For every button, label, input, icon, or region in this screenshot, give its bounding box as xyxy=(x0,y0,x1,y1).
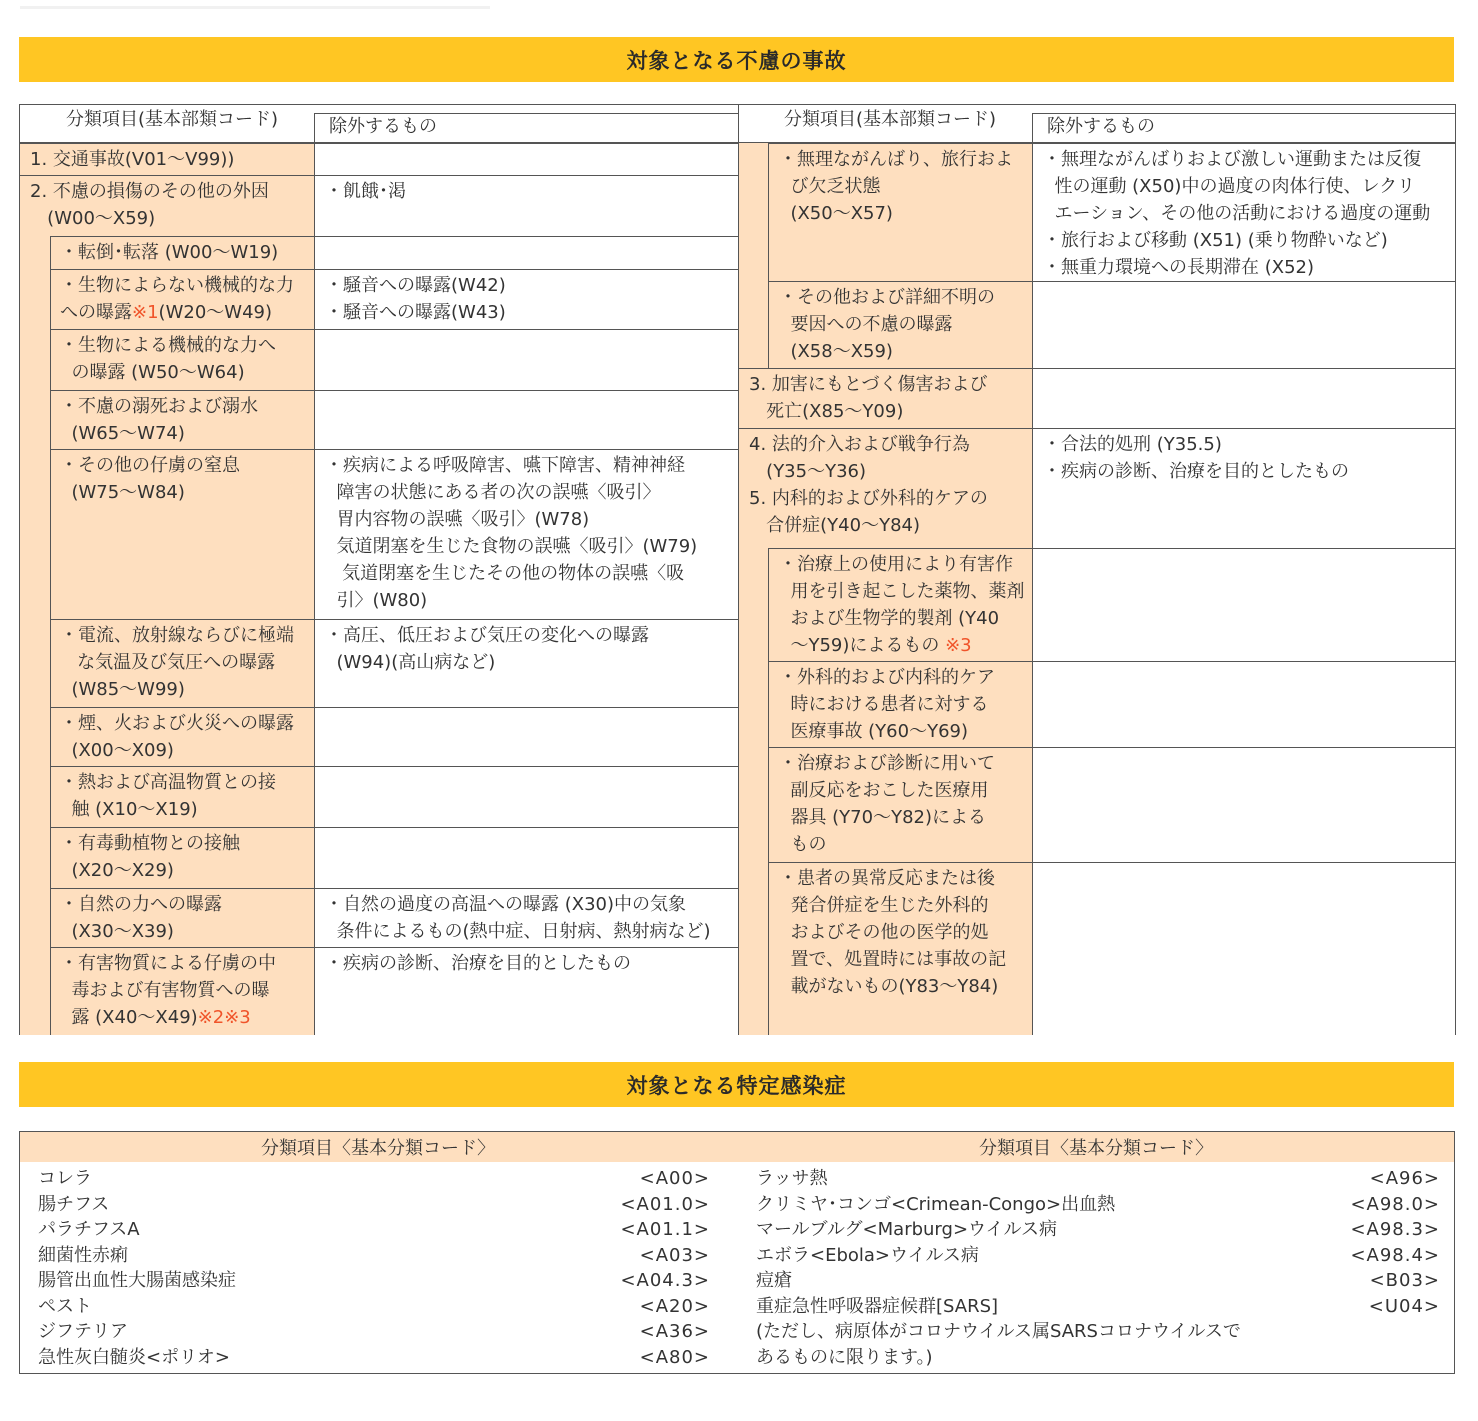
row-line-right-r7 xyxy=(768,747,1455,748)
right-indent-strip-a xyxy=(738,143,768,368)
right-category-r7 xyxy=(769,747,1032,862)
text-line: 4. 法的介入および戦争行為 xyxy=(749,434,970,455)
disease-code: <A98.4> xyxy=(1350,1244,1440,1266)
disease-code: <A20> xyxy=(639,1295,710,1317)
left-exclude-r3 xyxy=(315,236,738,269)
text-line: ・無重力環境への長期滞在 (X52) xyxy=(1043,257,1315,278)
disease-name: ペスト xyxy=(38,1295,92,1317)
text-line: 発合併症を生じた外科的 xyxy=(779,895,989,916)
left-indent-vline xyxy=(50,236,51,1035)
header-vline-r xyxy=(1032,113,1033,142)
disease-name: パラチフスA xyxy=(38,1219,140,1240)
text-line: ・患者の異常反応または後 xyxy=(779,868,995,889)
row-line-left-r3 xyxy=(50,236,738,237)
text-line: 引〉(W80) xyxy=(325,590,428,611)
header-line-r xyxy=(1032,113,1455,114)
left-category-r13 xyxy=(50,947,314,1035)
row-line-left-r10 xyxy=(50,766,738,767)
text-line: ・有毒動植物との接触 xyxy=(60,833,240,854)
text-line: 副反応をおこした医療用 xyxy=(779,780,989,801)
text-line: び欠乏状態 xyxy=(779,176,881,197)
right-exclude-r5 xyxy=(1033,548,1455,661)
infection-row xyxy=(756,1345,1440,1371)
row-line-left-r9 xyxy=(50,707,738,708)
left-category-r4 xyxy=(50,269,314,329)
row-line-left-r2 xyxy=(20,175,738,176)
disease-name: ジフテリア xyxy=(38,1321,128,1342)
infection-row xyxy=(38,1319,710,1345)
row-line-right-r1 xyxy=(768,143,1455,144)
disease-code: <A01.1> xyxy=(620,1219,710,1240)
disease-code: <U04> xyxy=(1368,1295,1440,1317)
disease-name: 痘瘡 xyxy=(756,1270,792,1291)
text-line: 要因への不慮の曝露 xyxy=(779,314,953,335)
right-exclude-r6 xyxy=(1033,661,1455,747)
row-line-left-r6 xyxy=(50,390,738,391)
disease-code: <B03> xyxy=(1369,1270,1440,1291)
disease-name: 腸管出血性大腸菌感染症 xyxy=(38,1270,236,1291)
text-line: ・不慮の溺死および溺水 xyxy=(60,396,258,417)
accident-title-banner xyxy=(19,37,1454,82)
infection-list-right xyxy=(756,1166,1440,1376)
text-line: ・生物によらない機械的な力 xyxy=(60,275,294,296)
text-line: 気道閉塞を生じたその他の物体の誤嚥〈吸 xyxy=(325,563,685,584)
text-line: 5. 内科的および外科的ケアの xyxy=(749,488,988,509)
text-line: (X20〜X29) xyxy=(60,860,174,881)
disease-code: <A00> xyxy=(639,1168,710,1189)
disease-name: 重症急性呼吸器症候群[SARS] xyxy=(756,1295,999,1317)
text-line: ・騒音への曝露(W43) xyxy=(325,302,506,323)
text-line: ・煙、火および火災への曝露 xyxy=(60,713,294,734)
text-line: 胃内容物の誤嚥〈吸引〉(W78) xyxy=(325,509,590,530)
note-mark: ※1 xyxy=(132,302,159,323)
text-line: 露 (X40〜X49)※2※3 xyxy=(60,1007,251,1028)
left-exclude-r8 xyxy=(315,619,738,707)
accident-table xyxy=(19,104,1456,1035)
row-line-left-r13 xyxy=(50,947,738,948)
text-line: 置で、処置時には事故の記 xyxy=(779,949,1007,970)
infection-row xyxy=(38,1294,710,1320)
text-line: 医療事故 (Y60〜Y69) xyxy=(779,721,969,742)
row-line-left-r8 xyxy=(50,619,738,620)
row-line-right-r4 xyxy=(738,428,1455,429)
left-indent-strip xyxy=(20,236,50,1035)
text-line: 時における患者に対する xyxy=(779,694,989,715)
infection-row xyxy=(756,1192,1440,1218)
right-mid-vline xyxy=(1032,143,1033,1035)
left-exclude-r9 xyxy=(315,707,738,766)
text-line: への曝露※1(W20〜W49) xyxy=(60,302,272,323)
text-line: の曝露 (W50〜W64) xyxy=(60,362,245,383)
left-exclude-r4 xyxy=(315,269,738,329)
left-exclude-r2 xyxy=(315,175,738,236)
header-exclude-left: 除外するもの xyxy=(329,116,437,137)
text-line: ・旅行および移動 (X51) (乗り物酔いなど) xyxy=(1043,230,1388,251)
infection-row xyxy=(38,1217,710,1243)
text-line: ・無理ながんばり、旅行およ xyxy=(779,149,1013,170)
text-line: 2. 不慮の損傷のその他の外因 xyxy=(30,181,269,202)
text-line: およびその他の医学的処 xyxy=(779,922,989,943)
right-exclude-r7 xyxy=(1033,747,1455,862)
disease-code: <A04.3> xyxy=(620,1270,710,1291)
text-line: ・無理ながんばりおよび激しい運動または反復 xyxy=(1043,149,1421,170)
text-line: ・合法的処刑 (Y35.5) xyxy=(1043,434,1222,455)
text-line: (W00〜X59) xyxy=(30,208,156,229)
right-exclude-r1 xyxy=(1033,143,1455,281)
left-category-r9 xyxy=(50,707,314,766)
disease-code: <A36> xyxy=(639,1321,710,1342)
text-line: 合併症(Y40〜Y84) xyxy=(749,515,921,536)
left-exclude-r5 xyxy=(315,329,738,390)
accident-title: 対象となる不慮の事故 xyxy=(626,48,847,73)
disease-name: 細菌性赤痢 xyxy=(38,1244,128,1266)
text-line: 気道閉塞を生じた食物の誤嚥〈吸引〉(W79) xyxy=(325,536,698,557)
disease-name: 急性灰白髄炎<ポリオ> xyxy=(38,1346,230,1368)
text-line: ・熱および高温物質との接 xyxy=(60,772,276,793)
disease-code: <A98.0> xyxy=(1350,1193,1440,1215)
infection-row xyxy=(38,1192,710,1218)
left-mid-vline xyxy=(314,143,315,1035)
text-line: もの xyxy=(779,834,827,855)
infection-row xyxy=(756,1217,1440,1243)
text-line: 用を引き起こした薬物、薬剤 xyxy=(779,581,1025,602)
row-line-right-r5 xyxy=(768,548,1455,549)
left-category-r11 xyxy=(50,827,314,888)
header-vline-l xyxy=(314,113,315,142)
infection-title-banner xyxy=(19,1062,1454,1107)
right-indent-vline-a xyxy=(768,143,769,368)
disease-code: <A01.0> xyxy=(620,1193,710,1215)
disease-code: <A98.3> xyxy=(1350,1219,1440,1240)
left-category-r12 xyxy=(50,888,314,947)
text-line: ・その他および詳細不明の xyxy=(779,287,995,308)
left-category-r10 xyxy=(50,766,314,827)
text-line: 〜Y59)によるもの ※3 xyxy=(779,635,972,656)
right-exclude-r8 xyxy=(1033,862,1455,1035)
left-exclude-r1 xyxy=(315,143,738,175)
disease-name: ラッサ熱 xyxy=(756,1168,828,1189)
header-line-l xyxy=(314,113,738,114)
text-line: 障害の状態にある者の次の誤嚥〈吸引〉 xyxy=(325,482,661,503)
disease-name: エボラ<Ebola>ウイルス病 xyxy=(756,1244,979,1266)
right-category-r5 xyxy=(769,548,1032,661)
text-line: (X58〜X59) xyxy=(779,341,893,362)
text-line: ・疾病による呼吸障害、嚥下障害、精神神経 xyxy=(325,455,685,476)
infection-row xyxy=(38,1166,710,1192)
text-line: ・高圧、低圧および気圧の変化への曝露 xyxy=(325,625,649,646)
disease-name: マールブルグ<Marburg>ウイルス病 xyxy=(756,1219,1057,1240)
left-exclude-r11 xyxy=(315,827,738,888)
text-line: (W75〜W84) xyxy=(60,482,185,503)
text-line: エーション、その他の活動における過度の運動 xyxy=(1043,203,1431,224)
note-mark: ※2※3 xyxy=(197,1007,251,1028)
row-line-right-r6 xyxy=(768,661,1455,662)
text-line: (X50〜X57) xyxy=(779,203,893,224)
right-category-r2 xyxy=(769,281,1032,368)
row-line-right-r3 xyxy=(738,368,1455,369)
left-category-r1 xyxy=(20,143,314,175)
row-line-left-r1 xyxy=(20,143,738,144)
text-line: (Y35〜Y36) xyxy=(749,461,867,482)
code-tail: (W20〜W49) xyxy=(158,302,272,323)
right-category-r6 xyxy=(769,661,1032,747)
header-category-right: 分類項目(基本部類コード) xyxy=(783,109,997,130)
text-line: ・自然の過度の高温への曝露 (X30)中の気象 xyxy=(325,894,687,915)
infection-row xyxy=(38,1345,710,1371)
disease-name: あるものに限ります。) xyxy=(756,1346,933,1368)
disease-code: <A80> xyxy=(639,1346,710,1368)
left-category-r5 xyxy=(50,329,314,390)
text-line: ・疾病の診断、治療を目的としたもの xyxy=(325,953,631,974)
disease-name: コレラ xyxy=(38,1168,92,1189)
right-exclude-r3 xyxy=(1033,368,1455,428)
text-line: ・転倒･転落 (W00〜W19) xyxy=(60,242,279,263)
text-line: 死亡(X85〜Y09) xyxy=(749,401,904,422)
right-category-r4 xyxy=(739,428,1032,548)
right-exclude-r2 xyxy=(1033,281,1455,368)
disease-name: (ただし、病原体がコロナウイルス属SARSコロナウイルスで xyxy=(756,1321,1241,1342)
left-exclude-r10 xyxy=(315,766,738,827)
left-exclude-r6 xyxy=(315,390,738,449)
right-indent-strip-b xyxy=(738,548,768,1035)
right-category-r1 xyxy=(769,143,1032,281)
text-line: ・自然の力への曝露 xyxy=(60,894,222,915)
row-line-right-r8 xyxy=(768,862,1455,863)
text-line: ・生物による機械的な力へ xyxy=(60,335,276,356)
text-line: (W65〜W74) xyxy=(60,423,185,444)
infection-row xyxy=(756,1268,1440,1294)
row-line-left-r4 xyxy=(50,269,738,270)
row-line-left-r5 xyxy=(50,329,738,330)
text-line: ・外科的および内科的ケア xyxy=(779,667,995,688)
text-line: ・騒音への曝露(W42) xyxy=(325,275,506,296)
infection-row xyxy=(756,1243,1440,1269)
header-exclude-right: 除外するもの xyxy=(1047,116,1155,137)
text-line: ・治療上の使用により有害作 xyxy=(779,554,1013,575)
disease-code: <A96> xyxy=(1369,1168,1440,1189)
infection-row xyxy=(756,1294,1440,1320)
text-line: 性の運動 (X50)中の過度の肉体行使、レクリ xyxy=(1043,176,1416,197)
left-exclude-r13 xyxy=(315,947,738,1035)
infection-title: 対象となる特定感染症 xyxy=(626,1073,847,1098)
infection-header-right: 分類項目〈基本分類コード〉 xyxy=(979,1138,1213,1159)
left-category-r3 xyxy=(50,236,314,269)
right-category-r8 xyxy=(769,862,1032,1035)
infection-row xyxy=(38,1243,710,1269)
disease-name: クリミヤ･コンゴ<Crimean-Congo>出血熱 xyxy=(756,1193,1116,1215)
text-line: (W85〜W99) xyxy=(60,679,185,700)
left-exclude-r12 xyxy=(315,888,738,947)
infection-list-left xyxy=(38,1166,710,1376)
infection-row xyxy=(38,1268,710,1294)
note-mark: ※3 xyxy=(939,635,972,656)
text-line: ・治療および診断に用いて xyxy=(779,753,995,774)
disease-name: 腸チフス xyxy=(38,1193,110,1215)
text-line: ・その他の仔虜の窒息 xyxy=(60,455,240,476)
text-line: 毒および有害物質への曝 xyxy=(60,980,270,1001)
left-exclude-r7 xyxy=(315,449,738,619)
left-category-r7 xyxy=(50,449,314,619)
text-line: 3. 加害にもとづく傷害および xyxy=(749,374,988,395)
right-exclude-r4 xyxy=(1033,428,1455,548)
text-line: 1. 交通事故(V01〜V99)) xyxy=(30,149,235,170)
left-category-r6 xyxy=(50,390,314,449)
center-vline xyxy=(738,105,739,1035)
text-line: 触 (X10〜X19) xyxy=(60,799,198,820)
row-line-right-r2 xyxy=(768,281,1455,282)
infection-table xyxy=(19,1131,1455,1374)
right-indent-vline-b xyxy=(768,548,769,1035)
infection-row xyxy=(756,1166,1440,1192)
left-category-r8 xyxy=(50,619,314,707)
text-line: 器具 (Y70〜Y82)による xyxy=(779,807,987,828)
text-line: 条件によるもの(熱中症、日射病、熱射病など) xyxy=(325,921,711,942)
text-line: および生物学的製剤 (Y40 xyxy=(779,608,1000,629)
text-line: (X30〜X39) xyxy=(60,921,174,942)
text-line: 載がないもの(Y83〜Y84) xyxy=(779,976,999,997)
text-line: (X00〜X09) xyxy=(60,740,174,761)
infection-header-left: 分類項目〈基本分類コード〉 xyxy=(261,1138,495,1159)
text-line: ・疾病の診断、治療を目的としたもの xyxy=(1043,461,1349,482)
text-line: な気温及び気圧への曝露 xyxy=(60,652,276,673)
left-category-r2 xyxy=(20,175,314,236)
disease-code: <A03> xyxy=(639,1244,710,1266)
infection-row xyxy=(756,1319,1440,1345)
text-line: ・電流、放射線ならびに極端 xyxy=(60,625,294,646)
right-category-r3 xyxy=(739,368,1032,428)
text-line: (W94)(高山病など) xyxy=(325,652,496,673)
faint-top-text xyxy=(20,6,490,9)
row-line-left-r12 xyxy=(50,888,738,889)
text-line: ・有害物質による仔虜の中 xyxy=(60,953,276,974)
header-category-left: 分類項目(基本部類コード) xyxy=(65,109,279,130)
row-line-left-r7 xyxy=(50,449,738,450)
text-line: ・飢餓･渇 xyxy=(325,181,406,202)
row-line-left-r11 xyxy=(50,827,738,828)
